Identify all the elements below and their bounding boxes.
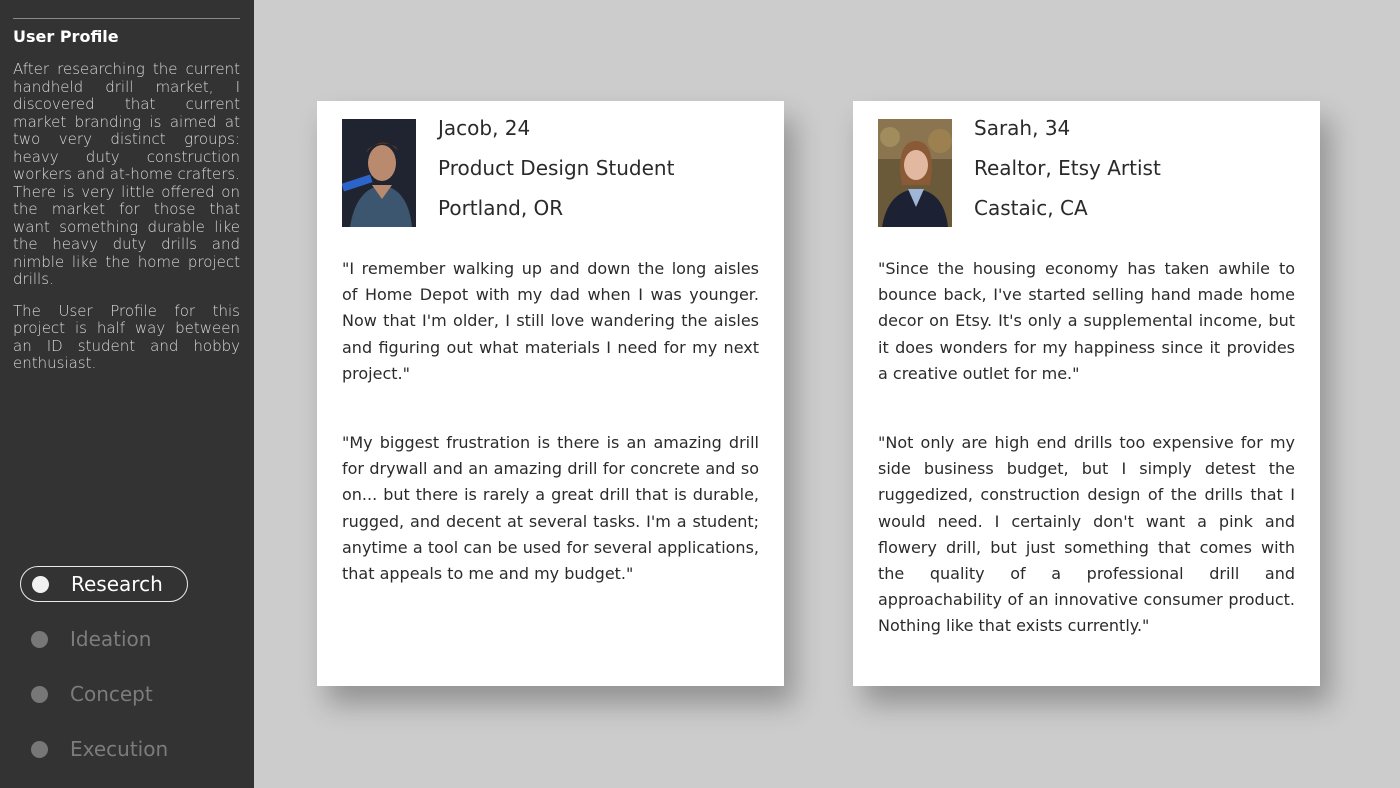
nav-item-execution[interactable] — [20, 731, 240, 767]
profile-card-sarah — [853, 101, 1320, 686]
person-portrait-icon — [878, 119, 952, 227]
profile-name-age: Jacob, 24 — [438, 116, 531, 140]
profile-quote: "I remember walking up and down the long aisles of Home Depot with my dad when I was younger. Now that I'm older, I still love wandering the aisles and figuring out what materials I need for my next project." — [342, 259, 759, 383]
profile-occupation: Realtor, Etsy Artist — [974, 156, 1161, 180]
nav-dot-icon — [31, 686, 48, 703]
sidebar — [0, 0, 254, 788]
nav-dot-icon — [31, 631, 48, 648]
intro-paragraph-2: The User Profile for this project is half way between an ID student and hobby enthusiast. — [13, 301, 240, 372]
sidebar-divider — [13, 18, 240, 19]
nav-item-concept[interactable] — [20, 676, 240, 712]
profile-quote: "Not only are high end drills too expensive for my side business budget, but I simply detest the ruggedized, construction design of the drills that I would need. I certainly don't want a pink and flowery drill, but just something that comes with the quality of a professional drill and approachability of an innovative consumer product. Nothing like that exists currently." — [878, 433, 1295, 636]
profile-meta — [438, 115, 674, 235]
intro-paragraph-1: After researching the current handheld drill market, I discovered that current market branding is aimed at two very distinct groups: heavy duty construction workers and at-home crafters. There is very little offered on the market for those that want something durable like the heavy duty drills and nimble like the home project drills. — [13, 60, 240, 288]
profile-location: Castaic, CA — [974, 196, 1088, 220]
sidebar-intro — [13, 61, 240, 387]
nav-item-label: Ideation — [70, 627, 152, 651]
nav-item-research[interactable] — [20, 566, 188, 602]
sidebar-title: User Profile — [13, 27, 119, 46]
nav-dot-icon — [32, 576, 49, 593]
profile-name-age: Sarah, 34 — [974, 116, 1071, 140]
nav-item-label: Concept — [70, 682, 153, 706]
profile-occupation: Product Design Student — [438, 156, 675, 180]
nav-dot-icon — [31, 741, 48, 758]
section-nav — [20, 566, 240, 786]
person-portrait-icon — [342, 119, 416, 227]
profile-quote: "My biggest frustration is there is an amazing drill for drywall and an amazing drill for concrete and so on... but there is rarely a great drill that is durable, rugged, and decent at several tasks. I'm a student; anytime a tool can be used for several applications, that appeals to me and my budget." — [342, 433, 759, 584]
profile-quote: "Since the housing economy has taken awhile to bounce back, I've started selling hand made home decor on Etsy. It's only a supplemental income, but it does wonders for my happiness since it provides a creative outlet for me." — [878, 259, 1295, 383]
profile-card-jacob — [317, 101, 784, 686]
profile-location: Portland, OR — [438, 196, 564, 220]
nav-item-label: Execution — [70, 737, 169, 761]
nav-item-label: Research — [71, 572, 163, 596]
profile-meta — [974, 115, 1161, 235]
nav-item-ideation[interactable] — [20, 621, 240, 657]
